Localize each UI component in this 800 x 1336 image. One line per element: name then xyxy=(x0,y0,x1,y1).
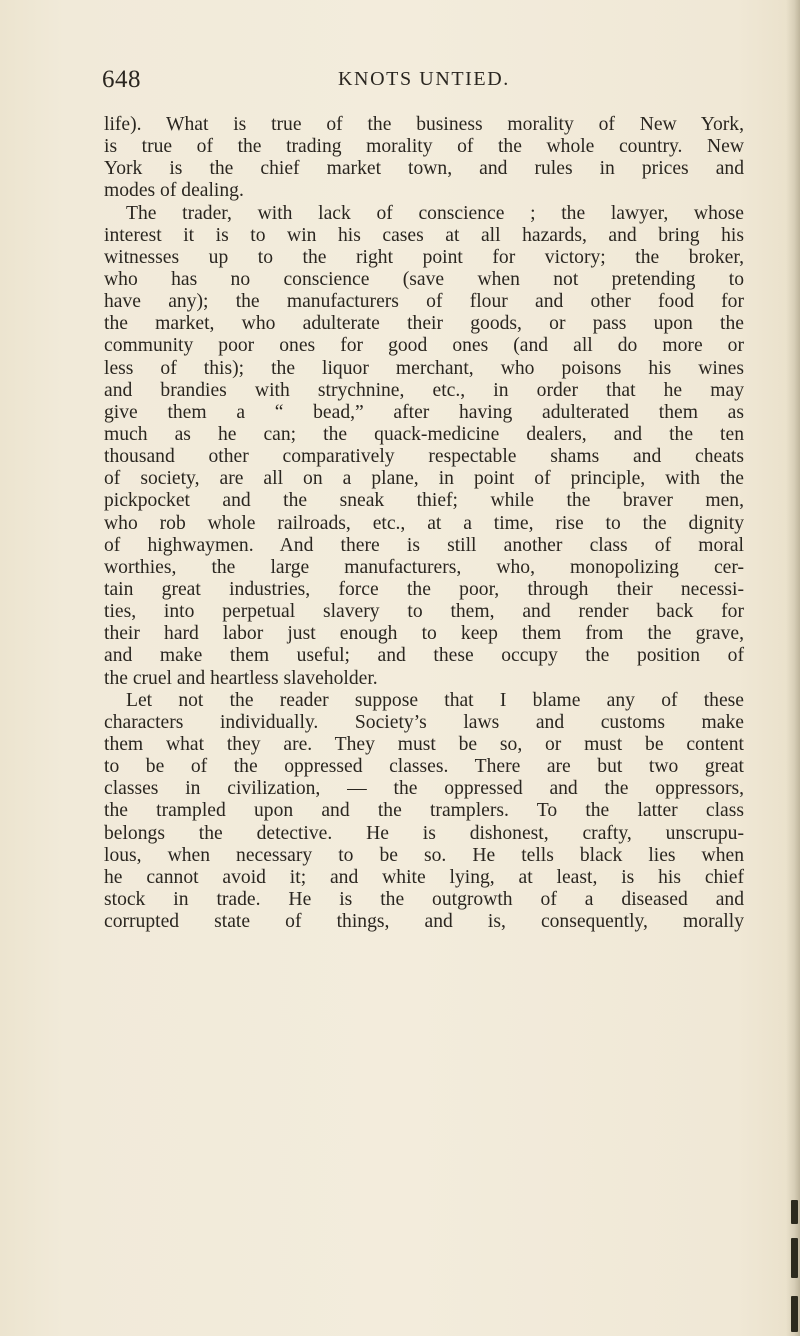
text-line: classes in civilization, — the oppressed and the oppressors, xyxy=(104,778,744,800)
text-line: have any); the manufacturers of flour and other food for xyxy=(104,291,744,313)
text-line: ties, into perpetual slavery to them, and render back for xyxy=(104,601,744,623)
text-line: and make them useful; and these occupy the position of xyxy=(104,645,744,667)
text-line: who rob whole railroads, etc., at a time, rise to the dignity xyxy=(104,512,744,534)
text-line: lous, when necessary to be so. He tells black lies when xyxy=(104,844,744,866)
text-line: corrupted state of things, and is, consequently, morally xyxy=(104,911,744,933)
text-line: their hard labor just enough to keep them from the grave, xyxy=(104,623,744,645)
text-line: Let not the reader suppose that I blame any of these xyxy=(126,689,744,711)
running-head: KNOTS UNTIED. xyxy=(338,68,510,90)
text-line: them what they are. They must be so, or must be content xyxy=(104,733,744,755)
text-line: witnesses up to the right point for victory; the broker, xyxy=(104,246,744,268)
text-line: interest it is to win his cases at all hazards, and bring his xyxy=(104,224,744,246)
body-text xyxy=(104,114,744,933)
text-line: of society, are all on a plane, in point of principle, with the xyxy=(104,468,744,490)
binding-mark xyxy=(791,1238,798,1278)
text-line: and brandies with strychnine, etc., in order that he may xyxy=(104,379,744,401)
text-line: he cannot avoid it; and white lying, at least, is his chief xyxy=(104,866,744,888)
text-line: to be of the oppressed classes. There are but two great xyxy=(104,756,744,778)
text-line: modes of dealing. xyxy=(104,180,244,202)
text-line: the market, who adulterate their goods, or pass upon the xyxy=(104,313,744,335)
text-line: stock in trade. He is the outgrowth of a diseased and xyxy=(104,888,744,910)
page-edge-shadow xyxy=(786,0,800,1336)
text-line: York is the chief market town, and rules in prices and xyxy=(104,158,744,180)
binding-mark xyxy=(791,1200,798,1224)
text-line: give them a “ bead,” after having adulterated them as xyxy=(104,401,744,423)
text-line: of highwaymen. And there is still another class of moral xyxy=(104,534,744,556)
text-line: life). What is true of the business morality of New York, xyxy=(104,114,744,135)
text-line: The trader, with lack of conscience ; the lawyer, whose xyxy=(126,202,744,224)
page-header xyxy=(102,66,742,96)
text-line: thousand other comparatively respectable shams and cheats xyxy=(104,446,744,468)
text-line: much as he can; the quack-medicine dealers, and the ten xyxy=(104,423,744,445)
text-line: is true of the trading morality of the whole country. New xyxy=(104,136,744,158)
page-number: 648 xyxy=(102,66,141,93)
text-line: tain great industries, force the poor, through their necessi- xyxy=(104,578,744,600)
text-line: characters individually. Society’s laws and customs make xyxy=(104,711,744,733)
binding-mark xyxy=(791,1296,798,1332)
text-line: the cruel and heartless slaveholder. xyxy=(104,667,378,689)
text-line: pickpocket and the sneak thief; while the braver men, xyxy=(104,490,744,512)
text-line: the trampled upon and the tramplers. To the latter class xyxy=(104,800,744,822)
text-line: less of this); the liquor merchant, who poisons his wines xyxy=(104,357,744,379)
text-line: worthies, the large manufacturers, who, monopolizing cer- xyxy=(104,556,744,578)
text-line: belongs the detective. He is dishonest, crafty, unscrupu- xyxy=(104,822,744,844)
text-line: community poor ones for good ones (and all do more or xyxy=(104,335,744,357)
text-line: who has no conscience (save when not pretending to xyxy=(104,268,744,290)
